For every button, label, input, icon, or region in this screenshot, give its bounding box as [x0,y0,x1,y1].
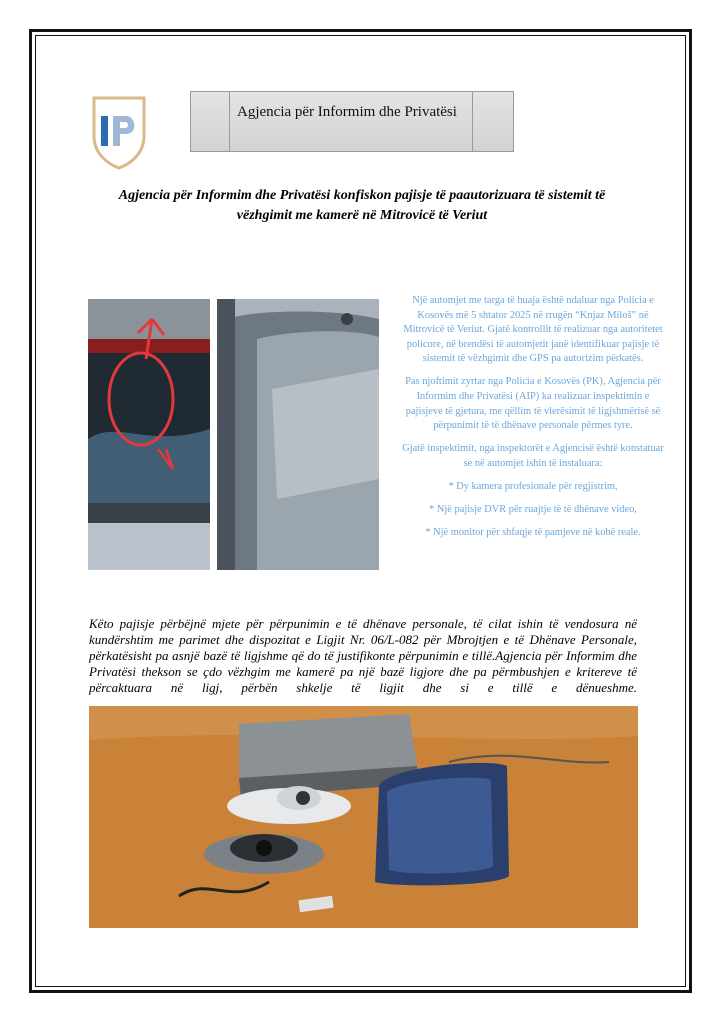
side-column-text [400,294,666,549]
headline: Agjencia për Informim dhe Privatësi konfiskon pajisje të paautorizuara të sistemit të vëzhgimit me kamerë në Mitrovicë të Veriut [118,188,606,223]
car-rear-window-photo [88,299,210,570]
side-list-item: * Dy kamera profesionale për regjistrim, [448,481,618,493]
confiscated-devices-photo [89,706,638,928]
side-paragraph-3: Gjatë inspektimit, nga inspektorët e Agjencisë është konstatuar se në automjet ishin të instaluara: [402,443,664,469]
side-list-item: * Një pajisje DVR për ruajtje të të dhënave video, [429,504,637,516]
header-title: Agjencia për Informim dhe Privatësi [237,104,457,120]
car-windshield-photo [217,299,379,570]
side-paragraph-1: Një automjet me targa të huaja është ndaluar nga Policia e Kosovës më 5 shtator 2025 në rrugën “Knjaz Miloš” në Mitrovicë të Veriut. Gjatë kontrollit të realizuar nga autoritetet policore, në brendësi të automjetit janë identifikuar pajisje të sistemit të vëzhgimit dhe GPS pa autorizim përkatës. [403,295,663,365]
aip-logo-icon [90,96,148,170]
body-paragraph: Këto pajisje përbëjnë mjete për përpunimin e të dhënave personale, të cilat ishin të vendosura në kundërshtim me parimet dhe dispozitat e Ligjit Nr. 06/L-082 për Mbrojtjen e të Dhënave Personale, përkatësisht pa asnjë bazë të ligjshme që do të justifikonte përpunimin e tillë.Agjencia për Informim dhe Privatësi thekson se çdo vëzhgim me kamerë pa një bazë ligjore dhe pa përmbushjen e kritereve të përcaktuara në ligj, përbën shkelje të ligjit dhe si e tillë e dënueshme. [89,616,637,695]
header-banner [190,91,514,152]
side-list-item: * Një monitor për shfaqje të pamjeve në kohë reale. [425,527,641,539]
side-paragraph-2: Pas njoftimit zyrtar nga Policia e Kosovës (PK), Agjencia për Informim dhe Privatësi (AIP) ka realizuar inspektimin e pajisjeve të gjetura, me qëllim të vlerësimit të ligjshmërisë së përpunimit të të dhënave personale përmes tyre. [405,376,661,432]
